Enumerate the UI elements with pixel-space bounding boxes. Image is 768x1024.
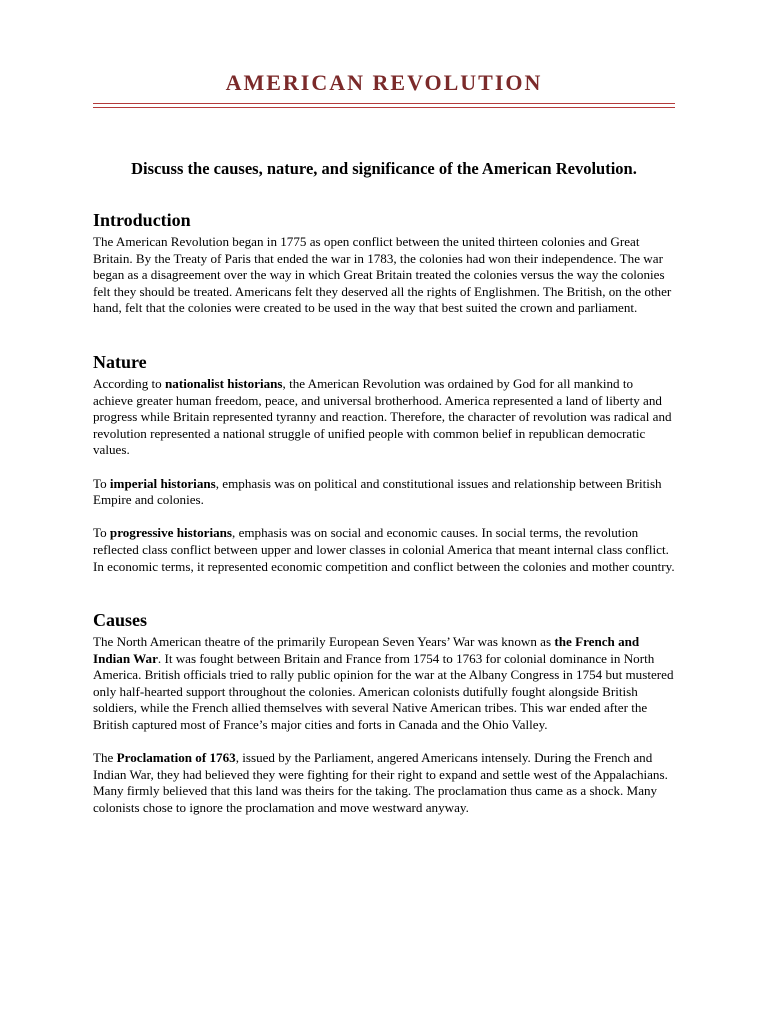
imperial-historians-term: imperial historians	[109, 475, 216, 491]
nature-p2-pre: To	[93, 475, 110, 491]
nature-p3-pre: To	[93, 525, 110, 541]
causes-p2-post: , issued by the Parliament, angered Americans intensely. During the French and Indian War, they had believed they were fighting for their right to expand and settle west of the Appalachians. Many firmly believed that this land was theirs for the taking. The proclamation thus came as a shock. Many colonists chose to ignore the proclamation and move westward anyway.	[93, 750, 668, 816]
causes-paragraph-proclamation	[93, 750, 675, 816]
nature-heading: Nature	[93, 351, 147, 372]
nature-paragraph-progressive	[93, 525, 675, 575]
french-indian-war-term: the French and Indian War	[93, 634, 640, 666]
nationalist-historians-term: nationalist historians	[165, 375, 283, 391]
causes-p2-pre: The	[93, 750, 117, 766]
nature-p3-post: , emphasis was on social and economic causes. In social terms, the revolution reflected class conflict between upper and lower classes in colonial America that meant internal class conflict. In economic terms, it represented economic competition and conflict between the colonies and mother country.	[93, 525, 675, 574]
causes-paragraph-french-indian-war	[93, 634, 675, 734]
nature-p1-pre: According to	[93, 375, 165, 391]
progressive-historians-term: progressive historians	[109, 525, 233, 541]
title-divider	[93, 103, 675, 108]
introduction-heading: Introduction	[93, 210, 191, 230]
nature-p2-post: , emphasis was on political and constitutional issues and relationship between British Empire and colonies.	[93, 475, 662, 508]
document-title: AMERICAN REVOLUTION	[225, 70, 543, 95]
essay-question: Discuss the causes, nature, and significance of the American Revolution.	[131, 159, 637, 178]
nature-paragraph-nationalist	[93, 376, 675, 459]
causes-p1-pre: The North American theatre of the primarily European Seven Years’ War was known as	[93, 634, 555, 650]
causes-p1-post: . It was fought between Britain and France from 1754 to 1763 for colonial dominance in North America. British officials tried to rally public opinion for the war at the Albany Congress in 1754 but mustered only half-hearted support throughout the colonies. American colonists dutifully fought alongside British soldiers, while the French allied themselves with several Native American tribes. This war ended after the British captured most of France’s major cities and forts in Canada and the Ohio Valley.	[93, 650, 674, 733]
nature-p1-post: , the American Revolution was ordained by God for all mankind to achieve greater human freedom, peace, and universal brotherhood. America represented a land of liberty and progress while Britain represented tyranny and reaction. Therefore, the character of revolution was radical and revolution represented a national struggle of unified people with common belief in republican democratic values.	[93, 375, 672, 458]
proclamation-1763-term: Proclamation of 1763	[116, 750, 236, 766]
nature-paragraph-imperial	[93, 476, 675, 509]
causes-heading: Causes	[93, 610, 148, 631]
introduction-paragraph: The American Revolution began in 1775 as open conflict between the united thirteen colonies and Great Britain. By the Treaty of Paris that ended the war in 1783, the colonies had won their independence. The war began as a disagreement over the way in which Great Britain treated the colonies versus the way the colonies felt they should be treated. Americans felt they deserved all the rights of Englishmen. The British, on the other hand, felt that the colonies were created to be used in the way that best suited the crown and parliament.	[93, 234, 672, 316]
